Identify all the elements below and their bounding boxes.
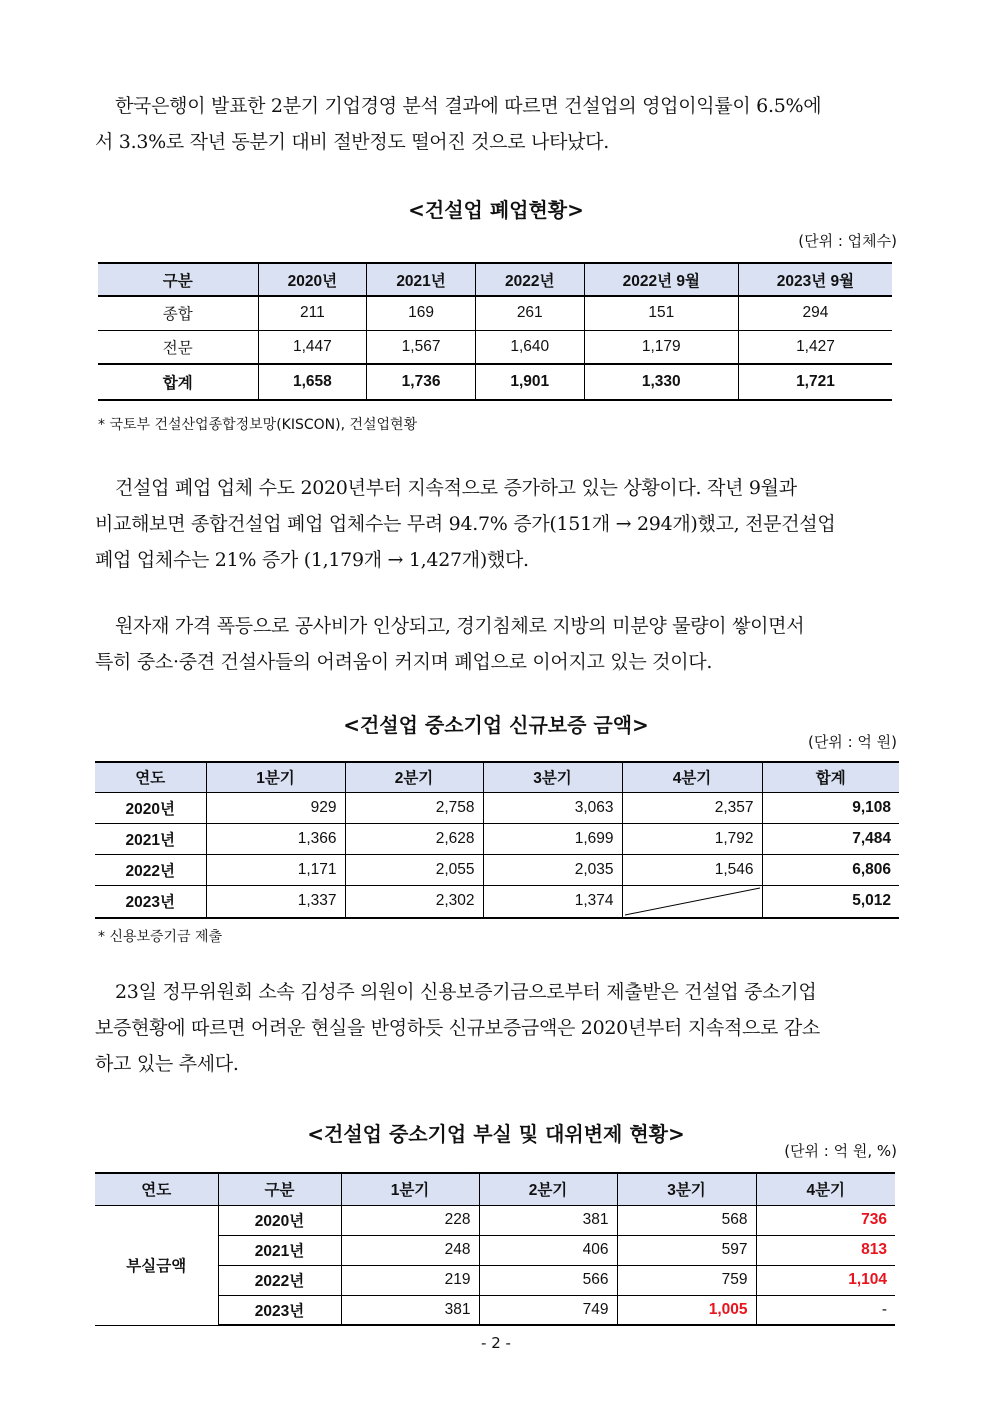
diagonal-line <box>623 886 762 917</box>
table-cell: 381 <box>479 1205 617 1235</box>
sum-cell: 9,108 <box>762 792 899 823</box>
table-row <box>95 792 899 823</box>
table-cell: 597 <box>617 1235 756 1265</box>
table-row <box>98 296 892 330</box>
header-cell: 4분기 <box>756 1173 895 1205</box>
total-row <box>98 364 892 400</box>
table-row <box>95 885 899 918</box>
header-cell: 2분기 <box>345 762 483 792</box>
table-cell: 381 <box>341 1295 479 1325</box>
table-cell: 1,658 <box>258 364 367 400</box>
table-row <box>95 854 899 885</box>
table-1-unit: (단위 : 업체수) <box>798 232 897 250</box>
header-cell: 2022년 <box>475 263 584 296</box>
highlight-cell: 813 <box>756 1235 895 1265</box>
table-cell: 1,337 <box>206 885 345 918</box>
table-2-unit: (단위 : 억 원) <box>807 733 897 751</box>
table-cell: 169 <box>367 296 476 330</box>
row-year: 2020년 <box>218 1205 341 1235</box>
sum-cell: 7,484 <box>762 823 899 854</box>
row-label: 전문 <box>98 330 258 364</box>
table-cell: 566 <box>479 1265 617 1295</box>
paragraph-line: 비교해보면 종합건설업 폐업 업체수는 무려 94.7% 증가(151개 → 294개)했고, 전문건설업 <box>95 513 836 535</box>
row-label: 합계 <box>98 364 258 400</box>
paragraph-line: 특히 중소·중견 건설사들의 어려움이 커지며 폐업으로 이어지고 있는 것이다. <box>95 651 713 673</box>
header-cell: 3분기 <box>483 762 622 792</box>
table-cell: 3,063 <box>483 792 622 823</box>
table-cell: 1,427 <box>738 330 892 364</box>
table-row <box>95 1205 895 1235</box>
table-row <box>95 823 899 854</box>
header-cell: 4분기 <box>622 762 762 792</box>
sum-cell: 6,806 <box>762 854 899 885</box>
closure-status-table <box>98 262 892 401</box>
table-2-source-note: * 신용보증기금 제출 <box>98 929 223 945</box>
table-cell: 219 <box>341 1265 479 1295</box>
table-cell: 2,357 <box>622 792 762 823</box>
highlight-cell: 1,104 <box>756 1265 895 1295</box>
table-cell: 2,055 <box>345 854 483 885</box>
header-cell: 구분 <box>98 263 258 296</box>
highlight-cell: 1,005 <box>617 1295 756 1325</box>
table-cell: 1,736 <box>367 364 476 400</box>
table-cell: 1,699 <box>483 823 622 854</box>
table-cell: - <box>756 1295 895 1325</box>
table-cell: 1,640 <box>475 330 584 364</box>
header-cell: 1분기 <box>206 762 345 792</box>
paragraph-line: 보증현황에 따르면 어려운 현실을 반영하듯 신규보증금액은 2020년부터 지속적으로 감소 <box>95 1017 820 1039</box>
row-year: 2022년 <box>95 854 206 885</box>
empty-diagonal-cell <box>622 885 762 918</box>
table-3-title: <건설업 중소기업 부실 및 대위변제 현황> <box>307 1122 685 1146</box>
paragraph-line: 한국은행이 발표한 2분기 기업경영 분석 결과에 따르면 건설업의 영업이익률이 6.5%에 <box>115 95 822 117</box>
header-cell: 3분기 <box>617 1173 756 1205</box>
highlight-cell: 736 <box>756 1205 895 1235</box>
table-cell: 749 <box>479 1295 617 1325</box>
paragraph-3 <box>95 608 897 680</box>
table-cell: 1,374 <box>483 885 622 918</box>
table-cell: 2,035 <box>483 854 622 885</box>
table-cell: 1,546 <box>622 854 762 885</box>
table-cell: 1,721 <box>738 364 892 400</box>
header-cell: 2분기 <box>479 1173 617 1205</box>
row-year: 2021년 <box>95 823 206 854</box>
table-cell: 1,330 <box>584 364 738 400</box>
table-cell: 2,758 <box>345 792 483 823</box>
row-label: 종합 <box>98 296 258 330</box>
insolvency-table <box>95 1172 895 1326</box>
table-cell: 1,901 <box>475 364 584 400</box>
table-cell: 929 <box>206 792 345 823</box>
paragraph-line: 폐업 업체수는 21% 증가 (1,179개 → 1,427개)했다. <box>95 549 529 571</box>
table-3-unit: (단위 : 억 원, %) <box>784 1142 897 1160</box>
paragraph-line: 원자재 가격 폭등으로 공사비가 인상되고, 경기침체로 지방의 미분양 물량이 쌓이면서 <box>115 615 805 637</box>
table-row <box>98 330 892 364</box>
paragraph-1 <box>95 88 897 160</box>
row-year: 2020년 <box>95 792 206 823</box>
table-cell: 211 <box>258 296 367 330</box>
paragraph-line: 하고 있는 추세다. <box>95 1053 239 1075</box>
paragraph-line: 서 3.3%로 작년 동분기 대비 절반정도 떨어진 것으로 나타났다. <box>95 131 609 153</box>
row-year: 2023년 <box>95 885 206 918</box>
header-cell: 2021년 <box>367 263 476 296</box>
table-cell: 1,792 <box>622 823 762 854</box>
paragraph-line: 건설업 폐업 업체 수도 2020년부터 지속적으로 증가하고 있는 상황이다. 작년 9월과 <box>115 477 797 499</box>
table-cell: 1,366 <box>206 823 345 854</box>
table-cell: 151 <box>584 296 738 330</box>
paragraph-2 <box>95 470 897 578</box>
table-cell: 568 <box>617 1205 756 1235</box>
table-1-title: <건설업 폐업현황> <box>408 198 584 222</box>
row-year: 2022년 <box>218 1265 341 1295</box>
header-cell: 2020년 <box>258 263 367 296</box>
page-number: - 2 - <box>481 1334 511 1352</box>
table-cell: 1,447 <box>258 330 367 364</box>
sum-cell: 5,012 <box>762 885 899 918</box>
table-cell: 759 <box>617 1265 756 1295</box>
header-cell: 연도 <box>95 762 206 792</box>
table-cell: 1,567 <box>367 330 476 364</box>
table-cell: 406 <box>479 1235 617 1265</box>
row-year: 2023년 <box>218 1295 341 1325</box>
table-cell: 1,179 <box>584 330 738 364</box>
header-cell: 연도 <box>95 1173 218 1205</box>
table-2-title: <건설업 중소기업 신규보증 금액> <box>343 713 649 737</box>
table-cell: 294 <box>738 296 892 330</box>
category-cell: 부실금액 <box>95 1205 218 1325</box>
paragraph-line: 23일 정무위원회 소속 김성주 의원이 신용보증기금으로부터 제출받은 건설업 중소기업 <box>115 981 817 1003</box>
header-cell: 2023년 9월 <box>738 263 892 296</box>
table-1-source-note: * 국토부 건설산업종합정보망(KISCON), 건설업현황 <box>98 417 418 433</box>
header-cell: 구분 <box>218 1173 341 1205</box>
table-cell: 248 <box>341 1235 479 1265</box>
row-year: 2021년 <box>218 1235 341 1265</box>
table-cell: 228 <box>341 1205 479 1235</box>
table-cell: 2,302 <box>345 885 483 918</box>
header-cell: 1분기 <box>341 1173 479 1205</box>
header-cell: 2022년 9월 <box>584 263 738 296</box>
table-cell: 1,171 <box>206 854 345 885</box>
table-cell: 2,628 <box>345 823 483 854</box>
table-cell: 261 <box>475 296 584 330</box>
header-cell: 합계 <box>762 762 899 792</box>
new-guarantee-table <box>95 761 899 919</box>
paragraph-4 <box>95 974 897 1082</box>
